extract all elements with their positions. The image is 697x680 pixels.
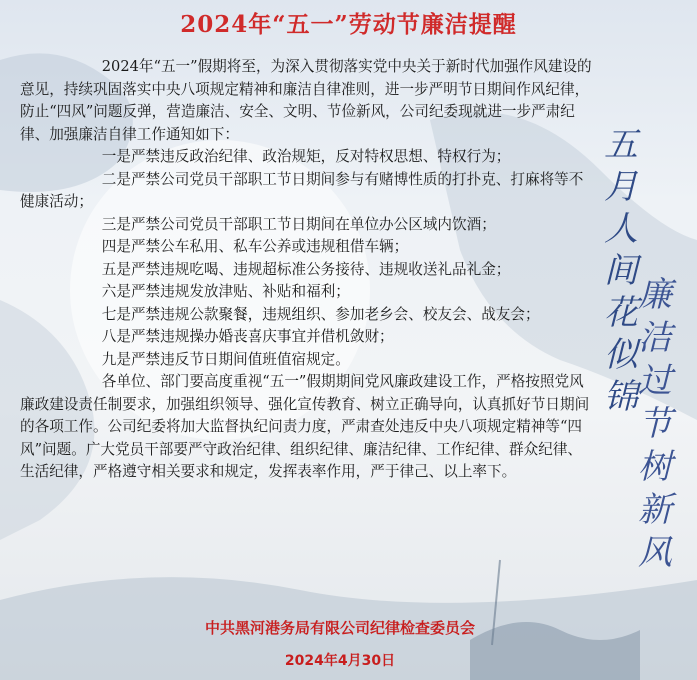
list-item: 四是严禁公车私用、私车公养或违规租借车辆； <box>101 238 409 255</box>
list-item: 三是严禁公司党员干部职工节日期间在单位办公区域内饮酒； <box>101 215 496 233</box>
calligraphy-char: 锦 <box>604 377 638 417</box>
calligraphy-char: 节 <box>638 404 672 444</box>
calligraphy-line-2 <box>638 275 672 579</box>
list-item: 一是严禁违反政治纪律、政治规矩，反对特权思想、特权行为； <box>101 148 511 165</box>
calligraphy-char: 廉 <box>638 275 672 315</box>
signature-date: 2024年4月30日 <box>284 653 396 669</box>
calligraphy-char: 洁 <box>638 318 672 358</box>
calligraphy-char: 五 <box>604 125 638 165</box>
list-item: 五是严禁违规吃喝、违规超标准公务接待、违规收送礼品礼金； <box>101 260 511 278</box>
calligraphy-char: 树 <box>638 447 672 487</box>
calligraphy-char: 花 <box>604 293 638 333</box>
list-item: 七是严禁违规公款聚餐，违规组织、参加老乡会、校友会、战友会； <box>101 305 540 323</box>
notice-body <box>20 56 592 484</box>
calligraphy-char: 过 <box>638 361 672 401</box>
calligraphy-char: 新 <box>638 490 672 530</box>
closing-paragraph: 各单位、部门要高度重视“五一”假期期间党风廉政建设工作，严格按照党风廉政建设责任制要求，加强组织领导、强化宣传教育、树立正确导向，认真抓好节日期间的各项工作。公司纪委将加大监督执纪问责力度，严肃查处违反中央八项规定精神等“四风”问题。广大党员干部要严守政治纪律、组织纪律、廉洁纪律、工作纪律、群众纪律、生活纪律，严格遵守相关要求和规定，发挥表率作用，严于律己、以上率下。 <box>20 373 590 480</box>
page-title: 2024年“五一”劳动节廉洁提醒 <box>180 11 517 38</box>
calligraphy-char: 月 <box>604 167 638 207</box>
calligraphy-char: 间 <box>604 251 638 291</box>
calligraphy-line-1 <box>604 125 638 422</box>
calligraphy-char: 人 <box>604 209 638 249</box>
list-item: 六是严禁违规发放津贴、补贴和福利； <box>101 283 350 300</box>
list-item: 八是严禁违规操办婚丧喜庆事宜并借机敛财； <box>101 328 394 345</box>
list-item: 二是严禁公司党员干部职工节日期间参与有赌博性质的打扑克、打麻将等不健康活动； <box>20 170 584 210</box>
signature-organization: 中共黑河港务局有限公司纪律检查委员会 <box>204 619 475 637</box>
calligraphy-char: 风 <box>638 533 672 573</box>
list-item: 九是严禁违反节日期间值班值宿规定。 <box>101 350 350 368</box>
intro-paragraph: 2024年“五一”假期将至，为深入贯彻落实党中央关于新时代加强作风建设的意见，持续巩固落实中央八项规定精神和廉洁自律准则，进一步严明节日期间作风纪律，防止“四风”问题反弹，营造廉洁、安全、文明、节俭新风，公司纪委现就进一步严肃纪律、加强廉洁自律工作通知如下： <box>20 58 592 143</box>
calligraphy-char: 似 <box>604 335 638 375</box>
